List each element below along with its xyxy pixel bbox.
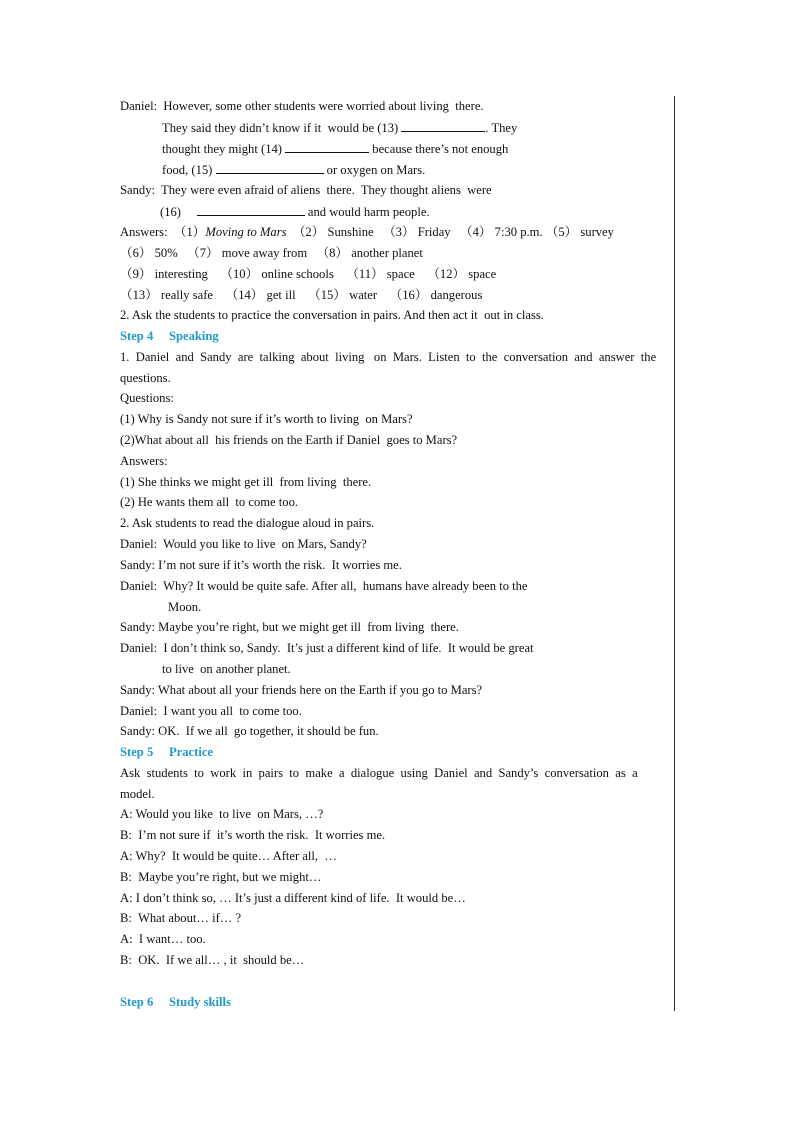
questions-label: Questions: — [120, 391, 174, 405]
model-line: A: Why? It would be quite… After all, … — [120, 849, 337, 863]
model-line: A: I want… too. — [120, 932, 206, 946]
dialogue-line: Daniel: Would you like to live on Mars, Sandy? — [120, 537, 367, 551]
right-border-line — [674, 96, 675, 1011]
dialogue-line: thought they might (14) because there’s not enough — [162, 142, 509, 156]
dialogue-line: Sandy: Maybe you’re right, but we might get ill from living there. — [120, 620, 459, 634]
dialogue-line: Daniel: I want you all to come too. — [120, 704, 302, 718]
dialogue-line: food, (15) or oxygen on Mars. — [162, 163, 426, 177]
answer-line: (1) She thinks we might get ill from living there. — [120, 475, 372, 489]
answers-line: （9） interesting （10） online schools （11） space （12） space — [120, 267, 497, 281]
step5-heading: Step 5 Practice — [120, 745, 214, 759]
model-line: B: Maybe you’re right, but we might… — [120, 870, 322, 884]
answer-line: (2) He wants them all to come too. — [120, 495, 299, 509]
dialogue-line: They said they didn’t know if it would be (13) . They — [162, 121, 518, 135]
answers-label: Answers: — [120, 454, 168, 468]
model-line: B: What about… if… ? — [120, 911, 242, 925]
answers-line: （6） 50% （7） move away from （8） another planet — [120, 246, 423, 260]
step4-heading: Step 4 Speaking — [120, 329, 219, 343]
dialogue-line: (16) and would harm people. — [160, 205, 430, 219]
dialogue-line: Daniel: However, some other students were worried about living there. — [120, 99, 484, 113]
dialogue-line: Daniel: I don’t think so, Sandy. It’s just a different kind of life. It would be great — [120, 641, 534, 655]
question-line: (1) Why is Sandy not sure if it’s worth to living on Mars? — [120, 412, 413, 426]
model-line: A: I don’t think so, … It’s just a different kind of life. It would be… — [120, 891, 466, 905]
model-line: B: I’m not sure if it’s worth the risk. It worries me. — [120, 828, 386, 842]
step6-heading: Step 6 Study skills — [120, 995, 231, 1009]
dialogue-line: Sandy: I’m not sure if it’s worth the risk. It worries me. — [120, 558, 402, 572]
model-line: A: Would you like to live on Mars, …? — [120, 807, 324, 821]
question-line: (2)What about all his friends on the Earth if Daniel goes to Mars? — [120, 433, 458, 447]
dialogue-line: to live on another planet. — [162, 662, 291, 676]
instruction-line: questions. — [120, 371, 171, 385]
dialogue-line: Moon. — [168, 600, 202, 614]
model-line: B: OK. If we all… , it should be… — [120, 953, 305, 967]
instruction-line: 1. Daniel and Sandy are talking about living on Mars. Listen to the conversation and answer the — [120, 350, 657, 364]
instruction-line: Ask students to work in pairs to make a dialogue using Daniel and Sandy’s conversation as a — [120, 766, 638, 780]
dialogue-line: Daniel: Why? It would be quite safe. After all, humans have already been to the — [120, 579, 528, 593]
answers-line: Answers: （1）Moving to Mars （2） Sunshine （3） Friday （4） 7:30 p.m. （5） survey — [120, 225, 614, 239]
dialogue-line: Sandy: They were even afraid of aliens there. They thought aliens were — [120, 183, 492, 197]
dialogue-line: Sandy: What about all your friends here on the Earth if you go to Mars? — [120, 683, 483, 697]
answers-line: （13） really safe （14） get ill （15） water （16） dangerous — [120, 288, 483, 302]
instruction-line: 2. Ask students to read the dialogue aloud in pairs. — [120, 516, 375, 530]
instruction-line: model. — [120, 787, 155, 801]
instruction-line: 2. Ask the students to practice the conversation in pairs. And then act it out in class. — [120, 308, 544, 322]
dialogue-line: Sandy: OK. If we all go together, it should be fun. — [120, 724, 379, 738]
